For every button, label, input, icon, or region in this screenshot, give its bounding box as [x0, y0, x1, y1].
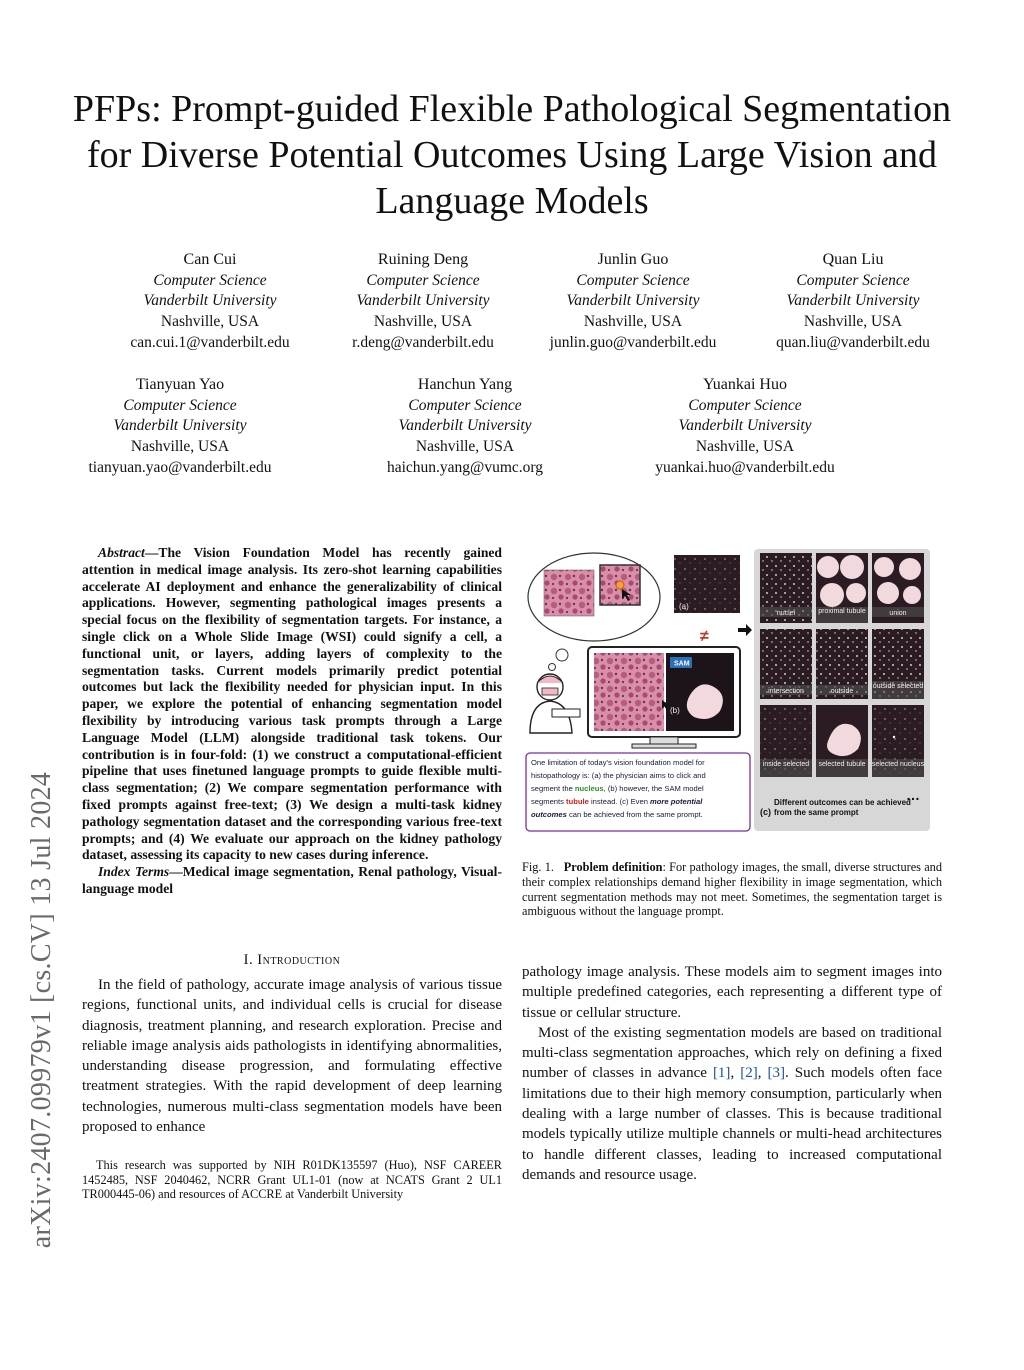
figure-caption-label: Fig. 1.	[522, 860, 554, 874]
outcome-tile	[816, 553, 868, 623]
author-dept: Computer Science	[123, 396, 237, 414]
intro-paragraph: pathology image analysis. These models aim to segment images into multiple predefined categories, each representing a different type of tissue or cellular structure.	[522, 964, 942, 1021]
author-name: Tianyuan Yao	[135, 376, 225, 393]
tile-label: selected tubule	[818, 761, 866, 768]
explanation-emphasis: more potential	[650, 797, 703, 806]
footnote	[82, 1158, 502, 1202]
explanation-line	[531, 810, 703, 819]
intro-right-column	[522, 962, 942, 1185]
intro-paragraph	[522, 1023, 942, 1185]
author-univ: Vanderbilt University	[356, 292, 490, 310]
intro-text: . Such models often face limitations due to their high memory consumption, particularly when dealing with a large number of classes. This is because traditional models typically utilize multiple channels or multi-head architectures to handle different classes, leading to increased computational demands and resource usage.	[522, 1065, 942, 1183]
author-name: Quan Liu	[822, 251, 884, 268]
label-a: (a)	[679, 602, 689, 611]
abstract-text: —The Vision Foundation Model has recently gained attention in medical image analysis. Its zero-shot learning capabilities accelerate AI deployment and enhance the generalizability of clinical applications. However, segmenting pathological images presents a special focus on the flexibility of segmentation targets. For instance, a single click on a Whole Slide Image (WSI) could signify a cell, a functional unit, or layers, adding layers of complexity to the segmentation tasks. Current models primarily predict potential outcomes but lack the flexibility needed for physician input. In this paper, we explore the potential of enhancing segmentation model flexibility by introducing various task prompts through a Large Language Model (LLM) alongside traditional task tokens. Our contribution is in four-fold: (1) we construct a computational-efficient pipeline that uses finetuned language prompts to guide flexible multi-class segmentation; (2) We compare segmentation performance with fixed prompts against free-text; (3) We design a multi-task kidney pathology segmentation dataset and the corresponding various free-text prompts; and (4) We evaluate our approach on the kidney pathology dataset, assessing its capacity to new cases during inference.	[82, 545, 502, 863]
author-email: yuankai.huo@vanderbilt.edu	[655, 458, 835, 476]
author-name: Hanchun Yang	[417, 376, 513, 393]
explanation-segment: instead. (c) Even	[588, 797, 651, 806]
author-email: r.deng@vanderbilt.edu	[352, 333, 494, 351]
author-univ: Vanderbilt University	[398, 417, 532, 435]
outcome-tile	[760, 553, 812, 623]
section-number: I.	[243, 952, 258, 968]
author-dept: Computer Science	[576, 271, 690, 289]
author-block	[523, 250, 743, 354]
tubule-keyword: tubule	[566, 797, 589, 806]
tile-label: nuclei	[776, 610, 796, 617]
outcome-tile	[816, 705, 868, 777]
author-dept: Computer Science	[366, 271, 480, 289]
citation-link[interactable]: [3]	[767, 1065, 785, 1082]
author-univ: Vanderbilt University	[566, 292, 700, 310]
footnote-text: This research was supported by NIH R01DK135597 (Huo), NSF CAREER 1452485, NSF 2040462, NCRR Grant UL1-01 (now at NCATS Grant 2 UL1 TR000445-06) and resources of ACCRE at Vanderbilt University	[82, 1158, 502, 1202]
author-block	[110, 250, 310, 354]
author-email: tianyuan.yao@vanderbilt.edu	[88, 458, 272, 476]
author-name: Yuankai Huo	[703, 376, 787, 393]
author-name: Can Cui	[183, 251, 237, 268]
author-univ: Vanderbilt University	[113, 417, 247, 435]
author-location: Nashville, USA	[160, 313, 260, 331]
author-location: Nashville, USA	[695, 438, 795, 456]
section-heading	[82, 952, 502, 969]
author-block	[635, 375, 855, 479]
intro-left-column	[82, 975, 502, 1137]
index-terms-text: —Medical image segmentation, Renal pathology, Visual-language model	[82, 864, 502, 896]
physician-icon	[530, 674, 580, 733]
explanation-line	[531, 797, 703, 806]
outcome-tile	[872, 553, 924, 623]
nucleus-keyword: nucleus	[574, 784, 604, 793]
author-dept: Computer Science	[408, 396, 522, 414]
outcome-tile	[872, 705, 925, 777]
author-location: Nashville, USA	[130, 438, 230, 456]
author-name: Ruining Deng	[377, 251, 469, 268]
explanation-segment: segments	[531, 797, 567, 806]
author-dept: Computer Science	[796, 271, 910, 289]
label-b: (b)	[670, 706, 680, 715]
author-email: haichun.yang@vumc.org	[386, 458, 544, 476]
abstract-label: Abstract	[98, 545, 145, 560]
explanation-segment: can be achieved from the same prompt.	[566, 810, 703, 819]
monitor-tissue-image	[594, 653, 664, 731]
arxiv-id: arXiv:2407.09979v1 [cs.CV] 13 Jul 2024	[26, 771, 57, 1249]
citation-separator: ,	[757, 1065, 768, 1082]
author-location: Nashville, USA	[803, 313, 903, 331]
figure-caption-bold: Problem definition	[563, 860, 663, 874]
tile-label: proximal tubule	[818, 608, 866, 615]
author-univ: Vanderbilt University	[143, 292, 277, 310]
abstract	[82, 545, 502, 898]
author-email: quan.liu@vanderbilt.edu	[776, 333, 930, 351]
author-email: can.cui.1@vanderbilt.edu	[130, 333, 290, 351]
author-email: junlin.guo@vanderbilt.edu	[549, 333, 717, 351]
monitor	[588, 647, 740, 748]
author-dept: Computer Science	[688, 396, 802, 414]
tile-label: union	[889, 610, 907, 617]
author-location: Nashville, USA	[415, 438, 515, 456]
explanation-line: histopathology is: (a) the physician aims to click and	[531, 771, 706, 780]
author-location: Nashville, USA	[373, 313, 473, 331]
figure-1	[522, 545, 942, 835]
intro-paragraph: In the field of pathology, accurate image analysis of various tissue regions, functional units, and individual cells is crucial for disease diagnosis, treatment planning, and research exploration. Precise and reliable image analysis aids pathologists in identifying abnormalities, understanding disease progression, and formulating effective treatment strategies. With the rapid development of deep learning technologies, numerous multi-class segmentation models have been proposed to enhance	[82, 977, 502, 1136]
section-title: Introduction	[257, 952, 341, 968]
paper-title: PFPs: Prompt-guided Flexible Pathological Segmentation for Diverse Potential Outcomes Using Large Vision and Language Models	[72, 88, 952, 222]
explanation-segment: , (b) however, the SAM model	[603, 784, 704, 793]
outcome-tile	[760, 705, 812, 777]
author-univ: Vanderbilt University	[786, 292, 920, 310]
outcomes-note-wrapper	[774, 798, 924, 828]
index-terms-label: Index Terms	[98, 864, 170, 880]
explanation-segment: segment the	[531, 784, 575, 793]
author-univ: Vanderbilt University	[678, 417, 812, 435]
citation-link[interactable]: [1]	[712, 1065, 731, 1082]
tile-label: outside	[830, 688, 854, 695]
author-block	[323, 250, 523, 354]
tile-label: intersection	[768, 688, 804, 695]
explanation-line	[531, 784, 704, 793]
not-equal-mark: ≠	[700, 628, 709, 645]
intro-text: Most of the existing segmentation models are based on traditional multi-class segmentation approaches, which rely on defining a fixed number of classes in advance	[522, 1024, 942, 1082]
more-outcomes-ellipsis: …	[906, 787, 920, 803]
author-dept: Computer Science	[153, 271, 267, 289]
author-block	[753, 250, 953, 354]
outcome-tile	[760, 629, 812, 699]
sam-label: SAM	[674, 660, 690, 668]
author-block	[70, 375, 290, 479]
author-location: Nashville, USA	[583, 313, 683, 331]
tile-label: selected nucleus	[871, 761, 925, 768]
outcomes-note: Different outcomes can be achieved from the same prompt	[774, 798, 911, 817]
arrow-icon	[738, 624, 752, 636]
tile-label: outside selected	[872, 683, 924, 690]
outcome-tile	[816, 629, 868, 699]
figure-caption-text: : For pathology images, the small, diverse structures and their complex relationships demand higher flexibility in image segmentation, which current segmentation methods may not meet. Sometimes, the segmentation target is ambiguous without the language prompt.	[522, 860, 942, 919]
author-block	[355, 375, 575, 479]
author-name: Junlin Guo	[597, 251, 669, 268]
outcome-tile	[872, 629, 924, 699]
citation-link[interactable]: [2]	[740, 1065, 758, 1082]
explanation-emphasis: outcomes	[531, 810, 567, 819]
label-c: (c)	[760, 807, 771, 817]
tile-label: inside selected	[762, 761, 810, 768]
explanation-line: One limitation of today's vision foundation model for	[531, 758, 705, 767]
figure-caption	[522, 860, 942, 919]
tissue-thumbnail	[544, 570, 594, 616]
citation-separator: ,	[730, 1065, 741, 1082]
